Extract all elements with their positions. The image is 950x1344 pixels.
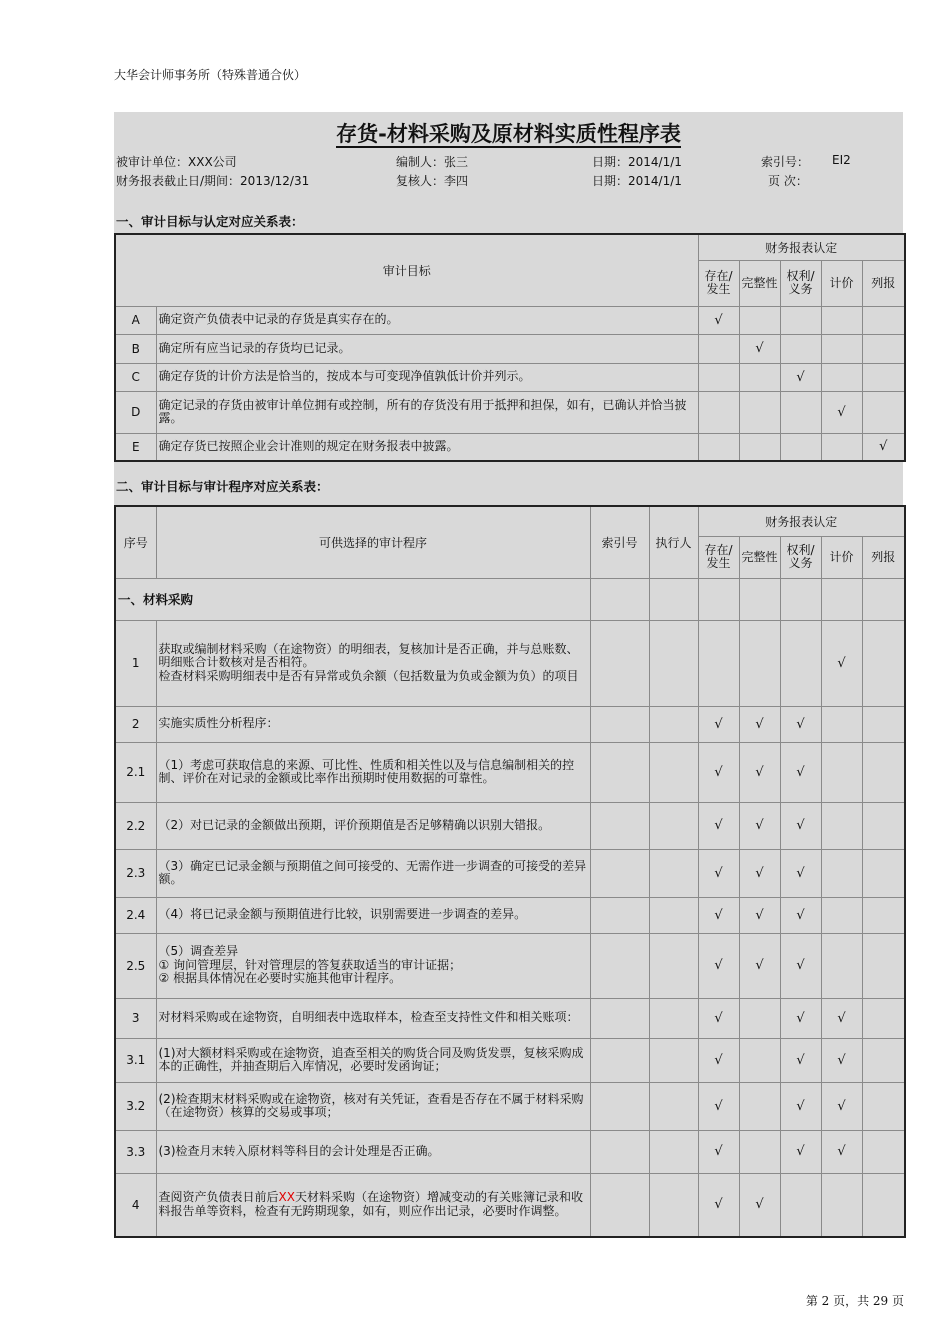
reviewer-label: 复核人：李四	[396, 174, 469, 188]
mark	[739, 391, 780, 433]
procedure-seq: 1	[115, 620, 156, 706]
mark	[862, 897, 905, 933]
mark	[821, 1173, 862, 1237]
procedure-index-cell	[590, 802, 649, 849]
procedure-executor-cell	[649, 933, 698, 998]
mark: √	[780, 1038, 821, 1082]
index-value: EI2	[832, 153, 851, 167]
objective-text: 确定资产负债表中记录的存货是真实存在的。	[156, 306, 698, 334]
mark	[862, 306, 905, 334]
procedure-seq: 2.4	[115, 897, 156, 933]
mark	[862, 998, 905, 1038]
assertion-existence: 存在/发生	[698, 536, 739, 578]
index-label: 索引号：	[761, 155, 810, 169]
procedure-text: （5）调查差异 ① 询问管理层，针对管理层的答复获取适当的审计证据； ② 根据具体情况在必要时实施其他审计程序。	[156, 933, 590, 998]
mark: √	[739, 933, 780, 998]
mark: √	[739, 1173, 780, 1237]
prepare-date: 日期：2014/1/1	[592, 155, 682, 169]
procedure-seq: 2.1	[115, 742, 156, 802]
assertion-completeness: 完整性	[739, 260, 780, 306]
page-number-label: 页 次：	[768, 174, 808, 188]
mark	[739, 433, 780, 461]
mark: √	[698, 306, 739, 334]
mark	[862, 334, 905, 363]
procedure-seq: 4	[115, 1173, 156, 1237]
mark: √	[780, 849, 821, 897]
table-row	[115, 706, 905, 742]
mark: √	[821, 620, 862, 706]
assertion-existence: 存在/发生	[698, 260, 739, 306]
mark: √	[821, 1130, 862, 1173]
assertion-presentation: 列报	[862, 260, 905, 306]
mark	[780, 391, 821, 433]
mark: √	[698, 802, 739, 849]
mark: √	[739, 802, 780, 849]
mark: √	[698, 706, 739, 742]
objective-text: 确定存货的计价方法是恰当的，按成本与可变现净值孰低计价并列示。	[156, 363, 698, 391]
table-row	[115, 998, 905, 1038]
mark	[821, 334, 862, 363]
mark: √	[739, 334, 780, 363]
mark	[821, 433, 862, 461]
table-row	[115, 849, 905, 897]
table-row	[115, 1173, 905, 1237]
table-row	[115, 620, 905, 706]
procedure-text: 实施实质性分析程序：	[156, 706, 590, 742]
mark: √	[698, 998, 739, 1038]
mark	[780, 1173, 821, 1237]
page-title: 存货-材料采购及原材料实质性程序表	[336, 122, 681, 146]
procedure-text: （2）对已记录的金额做出预期，评价预期值是否足够精确以识别大错报。	[156, 802, 590, 849]
table-row	[115, 802, 905, 849]
mark	[862, 802, 905, 849]
mark: √	[780, 742, 821, 802]
mark: √	[698, 742, 739, 802]
table-row	[115, 1130, 905, 1173]
objective-text: 确定所有应当记录的存货均已记录。	[156, 334, 698, 363]
mark	[862, 1038, 905, 1082]
procedure-index-cell	[590, 1082, 649, 1130]
mark	[821, 742, 862, 802]
review-date: 日期：2014/1/1	[592, 174, 682, 188]
procedure-executor-cell	[649, 897, 698, 933]
procedure-text: （1）考虑可获取信息的来源、可比性、性质和相关性以及与信息编制相关的控制、评价在对记录的金额或比率作出预期时使用数据的可靠性。	[156, 742, 590, 802]
mark: √	[821, 1038, 862, 1082]
procedure-seq: 3.2	[115, 1082, 156, 1130]
procedure-index-cell	[590, 1130, 649, 1173]
mark	[821, 849, 862, 897]
mark: √	[862, 433, 905, 461]
mark: √	[739, 849, 780, 897]
mark: √	[780, 1082, 821, 1130]
table-row	[115, 933, 905, 998]
preparer-label: 编制人：张三	[396, 155, 469, 169]
mark: √	[780, 933, 821, 998]
assertion-valuation: 计价	[821, 260, 862, 306]
procedure-index-cell	[590, 742, 649, 802]
objective-assertion-table	[114, 233, 906, 462]
mark	[821, 706, 862, 742]
mark: √	[698, 849, 739, 897]
mark	[862, 933, 905, 998]
period-label: 财务报表截止日/期间：2013/12/31	[116, 174, 310, 188]
mark	[862, 363, 905, 391]
mark	[780, 334, 821, 363]
assertion-valuation: 计价	[821, 536, 862, 578]
mark	[739, 998, 780, 1038]
assertion-completeness: 完整性	[739, 536, 780, 578]
firm-name: 大华会计师事务所（特殊普通合伙）	[114, 68, 307, 82]
mark	[862, 391, 905, 433]
col-procedure-header: 可供选择的审计程序	[156, 506, 590, 578]
procedure-executor-cell	[649, 1038, 698, 1082]
mark: √	[698, 1173, 739, 1237]
mark	[862, 1173, 905, 1237]
mark	[821, 933, 862, 998]
mark	[862, 742, 905, 802]
mark: √	[739, 706, 780, 742]
procedure-index-cell	[590, 849, 649, 897]
procedure-seq: 2.5	[115, 933, 156, 998]
procedure-seq: 3.1	[115, 1038, 156, 1082]
objective-text: 确定存货已按照企业会计准则的规定在财务报表中披露。	[156, 433, 698, 461]
objective-code: E	[115, 433, 156, 461]
assertion-header: 财务报表认定	[698, 234, 905, 260]
procedure-executor-cell	[649, 1082, 698, 1130]
assertion-presentation: 列报	[862, 536, 905, 578]
procedure-text: 对材料采购或在途物资，自明细表中选取样本，检查至支持性文件和相关账项：	[156, 998, 590, 1038]
mark: √	[821, 1082, 862, 1130]
mark: √	[780, 706, 821, 742]
mark	[698, 620, 739, 706]
mark	[780, 306, 821, 334]
mark: √	[780, 998, 821, 1038]
client-label: 被审计单位：XXX公司	[116, 155, 237, 169]
mark	[739, 363, 780, 391]
mark: √	[780, 802, 821, 849]
mark	[698, 363, 739, 391]
mark: √	[698, 1130, 739, 1173]
mark	[739, 620, 780, 706]
table-row	[115, 897, 905, 933]
mark	[862, 620, 905, 706]
table-row	[115, 1038, 905, 1082]
procedure-seq: 3.3	[115, 1130, 156, 1173]
assertion-rights: 权利/义务	[780, 536, 821, 578]
procedure-seq: 2	[115, 706, 156, 742]
mark	[821, 897, 862, 933]
procedure-index-cell	[590, 998, 649, 1038]
mark: √	[739, 742, 780, 802]
procedure-executor-cell	[649, 998, 698, 1038]
procedure-executor-cell	[649, 706, 698, 742]
mark: √	[780, 363, 821, 391]
mark	[698, 334, 739, 363]
objective-code: C	[115, 363, 156, 391]
objective-text: 确定记录的存货由被审计单位拥有或控制，所有的存货没有用于抵押和担保，如有，已确认并恰当披露。	[156, 391, 698, 433]
table-row	[115, 1082, 905, 1130]
mark	[698, 433, 739, 461]
procedure-seq: 3	[115, 998, 156, 1038]
objective-code: A	[115, 306, 156, 334]
mark	[780, 620, 821, 706]
mark	[739, 1130, 780, 1173]
procedure-text: （3）确定已记录金额与预期值之间可接受的、无需作进一步调查的可接受的差异额。	[156, 849, 590, 897]
mark: √	[698, 897, 739, 933]
objective-header: 审计目标	[115, 234, 698, 306]
mark: √	[821, 391, 862, 433]
col-seq-header: 序号	[115, 506, 156, 578]
procedure-text: (3)检查月末转入原材料等科目的会计处理是否正确。	[156, 1130, 590, 1173]
procedure-text: 获取或编制材料采购（在途物资）的明细表，复核加计是否正确，并与总账数、明细账合计数核对是否相符。 检查材料采购明细表中是否有异常或负余额（包括数量为负或金额为负）的项目	[156, 620, 590, 706]
procedure-executor-cell	[649, 620, 698, 706]
assertion-rights: 权利/义务	[780, 260, 821, 306]
section1-heading: 一、审计目标与认定对应关系表：	[116, 214, 304, 229]
procedure-text: （4）将已记录金额与预期值进行比较，识别需要进一步调查的差异。	[156, 897, 590, 933]
objective-code: D	[115, 391, 156, 433]
procedure-index-cell	[590, 933, 649, 998]
mark	[739, 1082, 780, 1130]
procedure-executor-cell	[649, 742, 698, 802]
mark	[821, 363, 862, 391]
mark: √	[780, 1130, 821, 1173]
mark: √	[698, 1038, 739, 1082]
procedure-executor-cell	[649, 802, 698, 849]
section2-heading: 二、审计目标与审计程序对应关系表：	[116, 479, 329, 494]
procedure-index-cell	[590, 620, 649, 706]
procedure-text: (2)检查期末材料采购或在途物资，核对有关凭证，查看是否存在不属于材料采购（在途物资）核算的交易或事项；	[156, 1082, 590, 1130]
mark: √	[821, 998, 862, 1038]
mark: √	[780, 897, 821, 933]
mark: √	[698, 1082, 739, 1130]
assertion-header: 财务报表认定	[698, 506, 905, 536]
mark	[698, 391, 739, 433]
procedure-text: 查阅资产负债表日前后XX天材料采购（在途物资）增减变动的有关账簿记录和收料报告单等资料，检查有无跨期现象，如有，则应作出记录，必要时作调整。	[156, 1173, 590, 1237]
procedure-text: (1)对大额材料采购或在途物资，追查至相关的购货合同及购货发票，复核采购成本的正确性，并抽查期后入库情况，必要时发函询证；	[156, 1038, 590, 1082]
mark	[780, 433, 821, 461]
mark	[862, 706, 905, 742]
mark	[739, 306, 780, 334]
mark: √	[739, 897, 780, 933]
mark	[862, 1082, 905, 1130]
mark	[862, 849, 905, 897]
mark	[821, 802, 862, 849]
group-heading: 一、材料采购	[115, 578, 590, 620]
col-executor-header: 执行人	[649, 506, 698, 578]
procedure-seq: 2.3	[115, 849, 156, 897]
procedure-index-cell	[590, 706, 649, 742]
objective-code: B	[115, 334, 156, 363]
col-index-header: 索引号	[590, 506, 649, 578]
procedure-executor-cell	[649, 1130, 698, 1173]
mark	[821, 306, 862, 334]
procedure-table	[114, 505, 906, 1238]
table-row	[115, 742, 905, 802]
mark	[739, 1038, 780, 1082]
procedure-index-cell	[590, 1038, 649, 1082]
mark: √	[698, 933, 739, 998]
procedure-seq: 2.2	[115, 802, 156, 849]
page-footer: 第 2 页，共 29 页	[805, 1294, 904, 1308]
procedure-executor-cell	[649, 849, 698, 897]
procedure-index-cell	[590, 897, 649, 933]
mark	[862, 1130, 905, 1173]
